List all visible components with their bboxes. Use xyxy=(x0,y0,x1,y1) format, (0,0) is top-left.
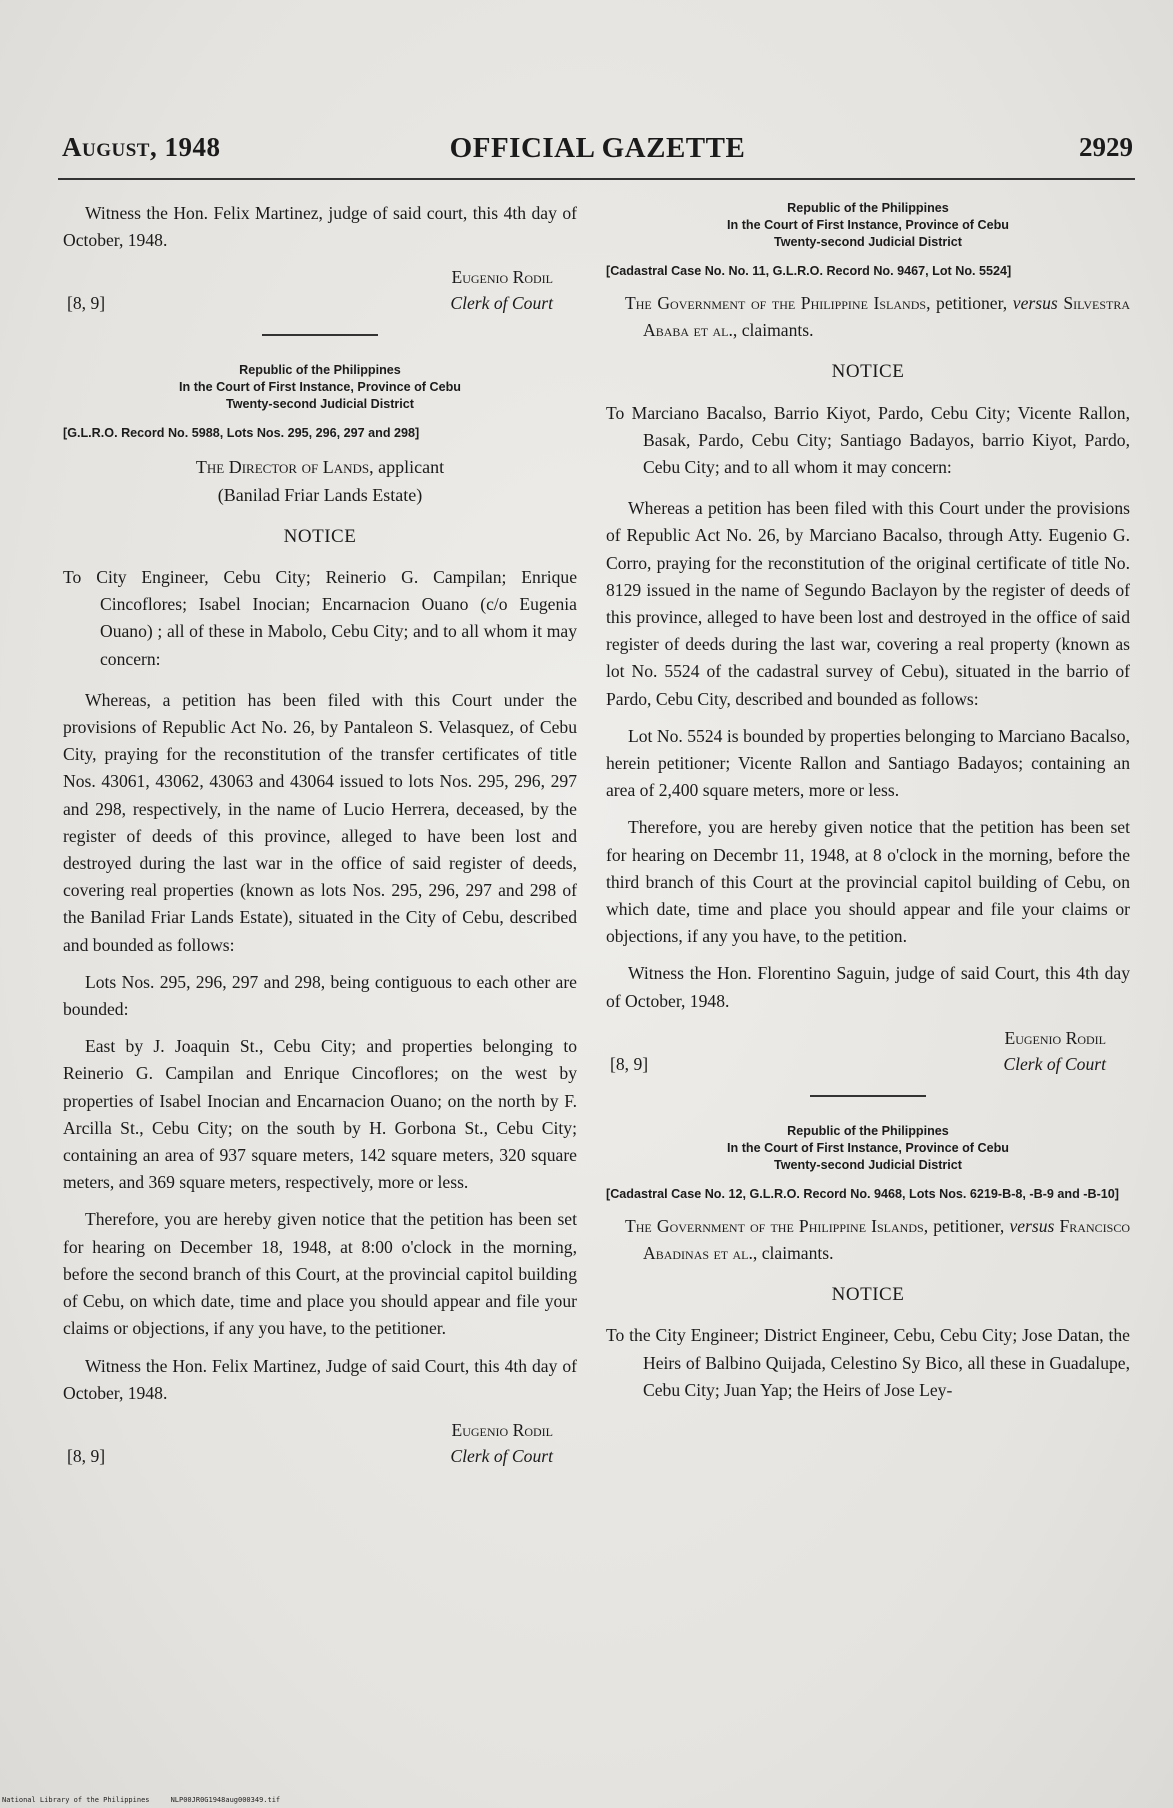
court-line: Twenty-second Judicial District xyxy=(773,235,962,249)
court-line: Republic of the Philippines xyxy=(787,201,949,215)
case-parties: The Government of the Philippine Islands, petitioner, versus Silvestra Ababa et al., claimants. xyxy=(625,293,1131,341)
left-column xyxy=(63,200,577,1477)
signature-block xyxy=(63,264,577,320)
court-line: In the Court of First Instance, Province of Cebu xyxy=(179,380,461,395)
right-column xyxy=(606,200,1130,1414)
signature-block xyxy=(606,1025,1130,1081)
header-date: August, 1948 xyxy=(62,132,221,162)
court-line: In the Court of First Instance, Province of Cebu xyxy=(727,218,1009,232)
court-line: Twenty-second Judicial District xyxy=(225,397,414,412)
addressees: To Marciano Bacalso, Barrio Kiyot, Pardo, Cebu City; Vicente Rallon, Basak, Pardo, Cebu City; Santiago Badayos, barrio Kiyot, Pardo, Cebu City; and to all whom it may concern: xyxy=(606,402,1130,478)
paragraph: Therefore, you are hereby given notice that the petition has been set for hearing on December 18, 1948, at 8:00 o'clock in the morning, before the second branch of this Court, at the provincial capitol building of Cebu, on which date, time and place you should appear and file your claims or objections, if any you have, to the petitioner. xyxy=(63,1209,577,1339)
court-line: Republic of the Philippines xyxy=(787,1123,949,1138)
signatory-name: Eugenio Rodil xyxy=(451,1419,553,1440)
paragraph: Witness the Hon. Felix Martinez, Judge of said Court, this 4th day of October, 1948. xyxy=(63,1355,577,1403)
header-rule xyxy=(58,178,1135,180)
section-divider xyxy=(262,334,378,336)
notice-heading: NOTICE xyxy=(831,1284,905,1306)
section-divider xyxy=(810,1095,926,1097)
estate-line: (Banilad Friar Lands Estate) xyxy=(217,484,423,505)
court-line: Twenty-second Judicial District xyxy=(773,1157,962,1172)
paragraph: Whereas a petition has been filed with this Court under the provisions of Republic Act No. 26, by Marciano Bacalso, through Atty. Eugenio G. Corro, praying for the reconstitution of the original certificate of title No. 8129 issued in the name of Segundo Baclayon by the register of deeds of this province, alleged to have been lost and destroyed in the office of said register of deeds during the last war, covering a real property (known as lot No. 5524 of the cadastral survey of Cebu), situated in the barrio of Pardo, Cebu City, described and bounded as follows: xyxy=(606,498,1130,709)
paragraph: Lot No. 5524 is bounded by properties belonging to Marciano Bacalso, herein petitioner; Vicente Rallon and Santiago Badayos; containing an area of 2,400 square meters, more or less. xyxy=(606,725,1130,801)
paragraph: East by J. Joaquin St., Cebu City; and properties belonging to Reinerio G. Campilan and Enrique Cincoflores; on the west by properties of Isabel Inocian and Encarnacion Ouano; on the north by F. Arcilla St., Cebu City; on the south by H. Gorbona St., Cebu City; containing an area of 937 square meters, 142 square meters, 320 square meters, and 369 square meters, respectively, more or less. xyxy=(63,1036,577,1193)
signatory-name: Eugenio Rodil xyxy=(451,267,553,288)
signatory-title: Clerk of Court xyxy=(1003,1053,1106,1074)
notice-heading: NOTICE xyxy=(831,361,905,383)
paragraph: Lots Nos. 295, 296, 297 and 298, being contiguous to each other are bounded: xyxy=(63,971,577,1020)
signatory-title: Clerk of Court xyxy=(450,293,553,314)
case-reference: [Cadastral Case No. No. 11, G.L.R.O. Record No. 9467, Lot No. 5524] xyxy=(606,264,1012,278)
header-publication-title: OFFICIAL GAZETTE xyxy=(449,132,746,164)
scan-footer: National Library of the Philippines NLP00JR0G1948aug000349.tif xyxy=(2,1796,281,1804)
witness-statement: Witness the Hon. Felix Martinez, judge of said court, this 4th day of October, 1948. xyxy=(63,203,577,251)
addressees: To City Engineer, Cebu City; Reinerio G. Campilan; Enrique Cincoflores; Isabel Inocian; Encarnacion Ouano (c/o Eugenia Ouano) ; all of these in Mabolo, Cebu City; and to all whom it may concern: xyxy=(63,567,577,669)
case-reference: [G.L.R.O. Record No. 5988, Lots Nos. 295, 296, 297 and 298] xyxy=(63,426,420,441)
case-parties: The Government of the Philippine Islands, petitioner, versus Francisco Abadinas et al., claimants. xyxy=(625,1215,1130,1264)
paragraph: Whereas, a petition has been filed with this Court under the provisions of Republic Act No. 26, by Pantaleon S. Velasquez, of Cebu City, praying for the reconstitution of the transfer certificates of title Nos. 43061, 43062, 43063 and 43064 issued to lots Nos. 295, 296, 297 and 298, respectively, in the name of Lucio Herrera, deceased, by the register of deeds of this province, alleged to have been lost and destroyed during the last war in the office of said register of deeds, covering real properties (known as lots Nos. 295, 296, 297 and 298 of the Banilad Friar Lands Estate), situated in the City of Cebu, described and bounded as follows: xyxy=(63,689,577,955)
signatory-name: Eugenio Rodil xyxy=(1004,1027,1106,1048)
applicant-line: The Director of Lands, applicant xyxy=(195,457,445,478)
case-reference: [Cadastral Case No. 12, G.L.R.O. Record No. 9468, Lots Nos. 6219-B-8, -B-9 and -B-10] xyxy=(606,1186,1119,1201)
issue-reference: [8, 9] xyxy=(67,1445,106,1466)
signatory-title: Clerk of Court xyxy=(450,1445,553,1466)
court-line: Republic of the Philippines xyxy=(239,363,401,378)
court-line: In the Court of First Instance, Province of Cebu xyxy=(727,1140,1009,1155)
issue-reference: [8, 9] xyxy=(67,293,106,314)
notice-heading: NOTICE xyxy=(283,525,357,547)
signature-block xyxy=(63,1417,577,1473)
page-header xyxy=(62,132,1133,172)
issue-reference: [8, 9] xyxy=(610,1053,649,1074)
header-page-number: 2929 xyxy=(1079,132,1133,162)
paragraph: Therefore, you are hereby given notice that the petition has been set for hearing on Decembr 11, 1948, at 8 o'clock in the morning, before the third branch of this Court at the provincial capitol building of Cebu, on which date, time and place you should appear and file your claims or objections, if any you have, to the petition. xyxy=(606,817,1130,947)
addressees: To the City Engineer; District Engineer, Cebu, Cebu City; Jose Datan, the Heirs of Balbino Quijada, Celestino Sy Bico, all these in Guadalupe, Cebu City; Juan Yap; the Heirs of Jose Ley- xyxy=(606,1325,1130,1400)
paragraph: Witness the Hon. Florentino Saguin, judge of said Court, this 4th day of October, 1948. xyxy=(606,963,1130,1011)
